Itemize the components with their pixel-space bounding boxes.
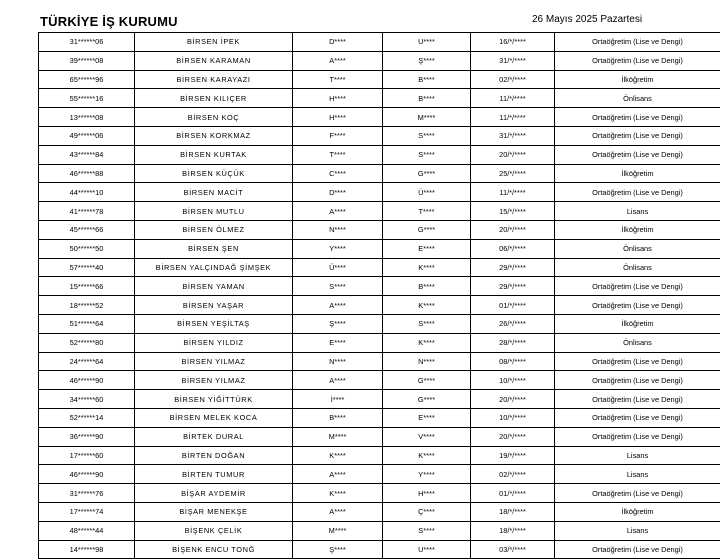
mother-initial-cell: Ü**** xyxy=(383,183,471,202)
father-initial-cell: Y**** xyxy=(293,239,383,258)
table-row xyxy=(39,502,720,521)
birth-date-cell: 29/*/**** xyxy=(471,277,555,296)
mother-initial-cell: S**** xyxy=(383,126,471,145)
education-cell: Ortaöğretim (Lise ve Dengi) xyxy=(555,408,720,427)
education-cell: İlköğretim xyxy=(555,70,720,89)
education-cell: Ortaöğretim (Lise ve Dengi) xyxy=(555,296,720,315)
birth-date-cell: 01/*/**** xyxy=(471,296,555,315)
father-initial-cell: E**** xyxy=(293,333,383,352)
name-cell: BİRSEN İPEK xyxy=(135,33,293,52)
mother-initial-cell: V**** xyxy=(383,427,471,446)
birth-date-cell: 19/*/**** xyxy=(471,446,555,465)
education-cell: Lisans xyxy=(555,521,720,540)
id-cell: 48******44 xyxy=(39,521,135,540)
mother-initial-cell: E**** xyxy=(383,408,471,427)
education-cell: Ortaöğretim (Lise ve Dengi) xyxy=(555,51,720,70)
education-cell: Ortaöğretim (Lise ve Dengi) xyxy=(555,126,720,145)
name-cell: BİRSEN KILIÇER xyxy=(135,89,293,108)
table-row xyxy=(39,333,720,352)
name-cell: BİRSEN KORKMAZ xyxy=(135,126,293,145)
id-cell: 49******06 xyxy=(39,126,135,145)
name-cell: BİŞENK ÇELİK xyxy=(135,521,293,540)
birth-date-cell: 02/*/**** xyxy=(471,465,555,484)
table-row xyxy=(39,145,720,164)
education-cell: Ortaöğretim (Lise ve Dengi) xyxy=(555,277,720,296)
table-row xyxy=(39,371,720,390)
name-cell: BİRTEK DURAL xyxy=(135,427,293,446)
name-cell: BİRSEN KÜÇÜK xyxy=(135,164,293,183)
name-cell: BİRSEN KURTAK xyxy=(135,145,293,164)
table-row xyxy=(39,427,720,446)
father-initial-cell: F**** xyxy=(293,126,383,145)
father-initial-cell: B**** xyxy=(293,408,383,427)
name-cell: BİRSEN MACİT xyxy=(135,183,293,202)
birth-date-cell: 29/*/**** xyxy=(471,258,555,277)
education-cell: Önlisans xyxy=(555,258,720,277)
father-initial-cell: K**** xyxy=(293,446,383,465)
mother-initial-cell: S**** xyxy=(383,314,471,333)
birth-date-cell: 03/*/**** xyxy=(471,540,555,559)
table-row xyxy=(39,277,720,296)
education-cell: Ortaöğretim (Lise ve Dengi) xyxy=(555,371,720,390)
id-cell: 57******40 xyxy=(39,258,135,277)
birth-date-cell: 16/*/**** xyxy=(471,33,555,52)
table-row xyxy=(39,446,720,465)
father-initial-cell: D**** xyxy=(293,33,383,52)
father-initial-cell: D**** xyxy=(293,183,383,202)
mother-initial-cell: G**** xyxy=(383,371,471,390)
id-cell: 41******78 xyxy=(39,202,135,221)
report-date: 26 Mayıs 2025 Pazartesi xyxy=(532,14,642,25)
id-cell: 24******64 xyxy=(39,352,135,371)
table-row xyxy=(39,126,720,145)
father-initial-cell: M**** xyxy=(293,521,383,540)
table-row xyxy=(39,183,720,202)
name-cell: BİRSEN KARAMAN xyxy=(135,51,293,70)
mother-initial-cell: Ş**** xyxy=(383,51,471,70)
mother-initial-cell: G**** xyxy=(383,164,471,183)
id-cell: 46******88 xyxy=(39,164,135,183)
table-row xyxy=(39,202,720,221)
id-cell: 13******08 xyxy=(39,108,135,127)
records-table xyxy=(38,32,720,559)
father-initial-cell: A**** xyxy=(293,465,383,484)
birth-date-cell: 18/*/**** xyxy=(471,521,555,540)
name-cell: BİRSEN KOÇ xyxy=(135,108,293,127)
birth-date-cell: 20/*/**** xyxy=(471,427,555,446)
mother-initial-cell: B**** xyxy=(383,70,471,89)
birth-date-cell: 20/*/**** xyxy=(471,145,555,164)
father-initial-cell: Ü**** xyxy=(293,258,383,277)
education-cell: İlköğretim xyxy=(555,164,720,183)
id-cell: 46******90 xyxy=(39,371,135,390)
id-cell: 34******60 xyxy=(39,390,135,409)
education-cell: Önlisans xyxy=(555,333,720,352)
name-cell: BİRSEN MELEK KOCA xyxy=(135,408,293,427)
id-cell: 31******76 xyxy=(39,484,135,503)
mother-initial-cell: K**** xyxy=(383,296,471,315)
birth-date-cell: 31/*/**** xyxy=(471,51,555,70)
name-cell: BİRSEN ÖLMEZ xyxy=(135,220,293,239)
id-cell: 51******64 xyxy=(39,314,135,333)
birth-date-cell: 06/*/**** xyxy=(471,239,555,258)
name-cell: BİRSEN YILMAZ xyxy=(135,352,293,371)
education-cell: İlköğretim xyxy=(555,220,720,239)
education-cell: Lisans xyxy=(555,465,720,484)
birth-date-cell: 11/*/**** xyxy=(471,183,555,202)
mother-initial-cell: K**** xyxy=(383,446,471,465)
birth-date-cell: 18/*/**** xyxy=(471,502,555,521)
education-cell: Ortaöğretim (Lise ve Dengi) xyxy=(555,352,720,371)
id-cell: 50******50 xyxy=(39,239,135,258)
father-initial-cell: K**** xyxy=(293,484,383,503)
table-row xyxy=(39,89,720,108)
name-cell: BİRTEN DOĞAN xyxy=(135,446,293,465)
mother-initial-cell: N**** xyxy=(383,352,471,371)
table-row xyxy=(39,296,720,315)
table-row xyxy=(39,108,720,127)
name-cell: BİRSEN YAŞAR xyxy=(135,296,293,315)
education-cell: Ortaöğretim (Lise ve Dengi) xyxy=(555,183,720,202)
records-table-body xyxy=(39,33,720,559)
father-initial-cell: N**** xyxy=(293,352,383,371)
id-cell: 46******90 xyxy=(39,465,135,484)
education-cell: Ortaöğretim (Lise ve Dengi) xyxy=(555,427,720,446)
mother-initial-cell: K**** xyxy=(383,333,471,352)
father-initial-cell: İ**** xyxy=(293,390,383,409)
mother-initial-cell: T**** xyxy=(383,202,471,221)
father-initial-cell: T**** xyxy=(293,70,383,89)
table-row xyxy=(39,164,720,183)
birth-date-cell: 10/*/**** xyxy=(471,408,555,427)
name-cell: BİRTEN TUMUR xyxy=(135,465,293,484)
birth-date-cell: 15/*/**** xyxy=(471,202,555,221)
name-cell: BİRSEN YİĞİTTÜRK xyxy=(135,390,293,409)
mother-initial-cell: S**** xyxy=(383,145,471,164)
name-cell: BİRSEN ŞEN xyxy=(135,239,293,258)
table-row xyxy=(39,70,720,89)
father-initial-cell: A**** xyxy=(293,371,383,390)
birth-date-cell: 08/*/**** xyxy=(471,352,555,371)
name-cell: BİŞAR MENEKŞE xyxy=(135,502,293,521)
birth-date-cell: 26/*/**** xyxy=(471,314,555,333)
mother-initial-cell: G**** xyxy=(383,390,471,409)
name-cell: BİŞAR AYDEMİR xyxy=(135,484,293,503)
name-cell: BİRSEN KARAYAZI xyxy=(135,70,293,89)
education-cell: Ortaöğretim (Lise ve Dengi) xyxy=(555,390,720,409)
mother-initial-cell: U**** xyxy=(383,33,471,52)
mother-initial-cell: H**** xyxy=(383,484,471,503)
education-cell: Önlisans xyxy=(555,89,720,108)
id-cell: 55******16 xyxy=(39,89,135,108)
id-cell: 14******98 xyxy=(39,540,135,559)
father-initial-cell: M**** xyxy=(293,427,383,446)
id-cell: 15******66 xyxy=(39,277,135,296)
table-row xyxy=(39,239,720,258)
education-cell: Önlisans xyxy=(555,239,720,258)
table-row xyxy=(39,352,720,371)
father-initial-cell: N**** xyxy=(293,220,383,239)
mother-initial-cell: Ç**** xyxy=(383,502,471,521)
birth-date-cell: 31/*/**** xyxy=(471,126,555,145)
mother-initial-cell: G**** xyxy=(383,220,471,239)
id-cell: 65******96 xyxy=(39,70,135,89)
father-initial-cell: S**** xyxy=(293,277,383,296)
birth-date-cell: 25/*/**** xyxy=(471,164,555,183)
table-row xyxy=(39,258,720,277)
education-cell: Ortaöğretim (Lise ve Dengi) xyxy=(555,145,720,164)
id-cell: 36******90 xyxy=(39,427,135,446)
father-initial-cell: Ş**** xyxy=(293,540,383,559)
table-row xyxy=(39,314,720,333)
birth-date-cell: 20/*/**** xyxy=(471,390,555,409)
education-cell: Lisans xyxy=(555,446,720,465)
id-cell: 44******10 xyxy=(39,183,135,202)
mother-initial-cell: B**** xyxy=(383,277,471,296)
name-cell: BİRSEN YILDIZ xyxy=(135,333,293,352)
table-row xyxy=(39,220,720,239)
father-initial-cell: A**** xyxy=(293,51,383,70)
table-row xyxy=(39,465,720,484)
id-cell: 45******66 xyxy=(39,220,135,239)
father-initial-cell: Ş**** xyxy=(293,314,383,333)
mother-initial-cell: Y**** xyxy=(383,465,471,484)
name-cell: BİRSEN YALÇINDAĞ ŞİMŞEK xyxy=(135,258,293,277)
table-row xyxy=(39,521,720,540)
id-cell: 31******06 xyxy=(39,33,135,52)
father-initial-cell: A**** xyxy=(293,296,383,315)
birth-date-cell: 11/*/**** xyxy=(471,89,555,108)
name-cell: BİRSEN YILMAZ xyxy=(135,371,293,390)
mother-initial-cell: U**** xyxy=(383,540,471,559)
father-initial-cell: T**** xyxy=(293,145,383,164)
table-row xyxy=(39,33,720,52)
mother-initial-cell: K**** xyxy=(383,258,471,277)
mother-initial-cell: M**** xyxy=(383,108,471,127)
education-cell: Ortaöğretim (Lise ve Dengi) xyxy=(555,484,720,503)
education-cell: Ortaöğretim (Lise ve Dengi) xyxy=(555,33,720,52)
education-cell: Ortaöğretim (Lise ve Dengi) xyxy=(555,540,720,559)
table-row xyxy=(39,51,720,70)
father-initial-cell: A**** xyxy=(293,202,383,221)
birth-date-cell: 11/*/**** xyxy=(471,108,555,127)
table-row xyxy=(39,484,720,503)
name-cell: BİRSEN MUTLU xyxy=(135,202,293,221)
mother-initial-cell: S**** xyxy=(383,521,471,540)
birth-date-cell: 10/*/**** xyxy=(471,371,555,390)
id-cell: 52******80 xyxy=(39,333,135,352)
education-cell: İlköğretim xyxy=(555,314,720,333)
birth-date-cell: 28/*/**** xyxy=(471,333,555,352)
mother-initial-cell: B**** xyxy=(383,89,471,108)
id-cell: 43******84 xyxy=(39,145,135,164)
table-row xyxy=(39,408,720,427)
education-cell: Lisans xyxy=(555,202,720,221)
name-cell: BİŞENK ENCU TONĞ xyxy=(135,540,293,559)
father-initial-cell: C**** xyxy=(293,164,383,183)
birth-date-cell: 01/*/**** xyxy=(471,484,555,503)
father-initial-cell: H**** xyxy=(293,108,383,127)
father-initial-cell: A**** xyxy=(293,502,383,521)
id-cell: 18******52 xyxy=(39,296,135,315)
father-initial-cell: H**** xyxy=(293,89,383,108)
birth-date-cell: 20/*/**** xyxy=(471,220,555,239)
id-cell: 52******14 xyxy=(39,408,135,427)
birth-date-cell: 02/*/**** xyxy=(471,70,555,89)
id-cell: 39******08 xyxy=(39,51,135,70)
organization-title: TÜRKİYE İŞ KURUMU xyxy=(40,14,178,29)
id-cell: 17******74 xyxy=(39,502,135,521)
id-cell: 17******60 xyxy=(39,446,135,465)
table-row xyxy=(39,540,720,559)
table-row xyxy=(39,390,720,409)
name-cell: BİRSEN YAMAN xyxy=(135,277,293,296)
education-cell: İlköğretim xyxy=(555,502,720,521)
education-cell: Ortaöğretim (Lise ve Dengi) xyxy=(555,108,720,127)
mother-initial-cell: E**** xyxy=(383,239,471,258)
name-cell: BİRSEN YEŞİLTAŞ xyxy=(135,314,293,333)
